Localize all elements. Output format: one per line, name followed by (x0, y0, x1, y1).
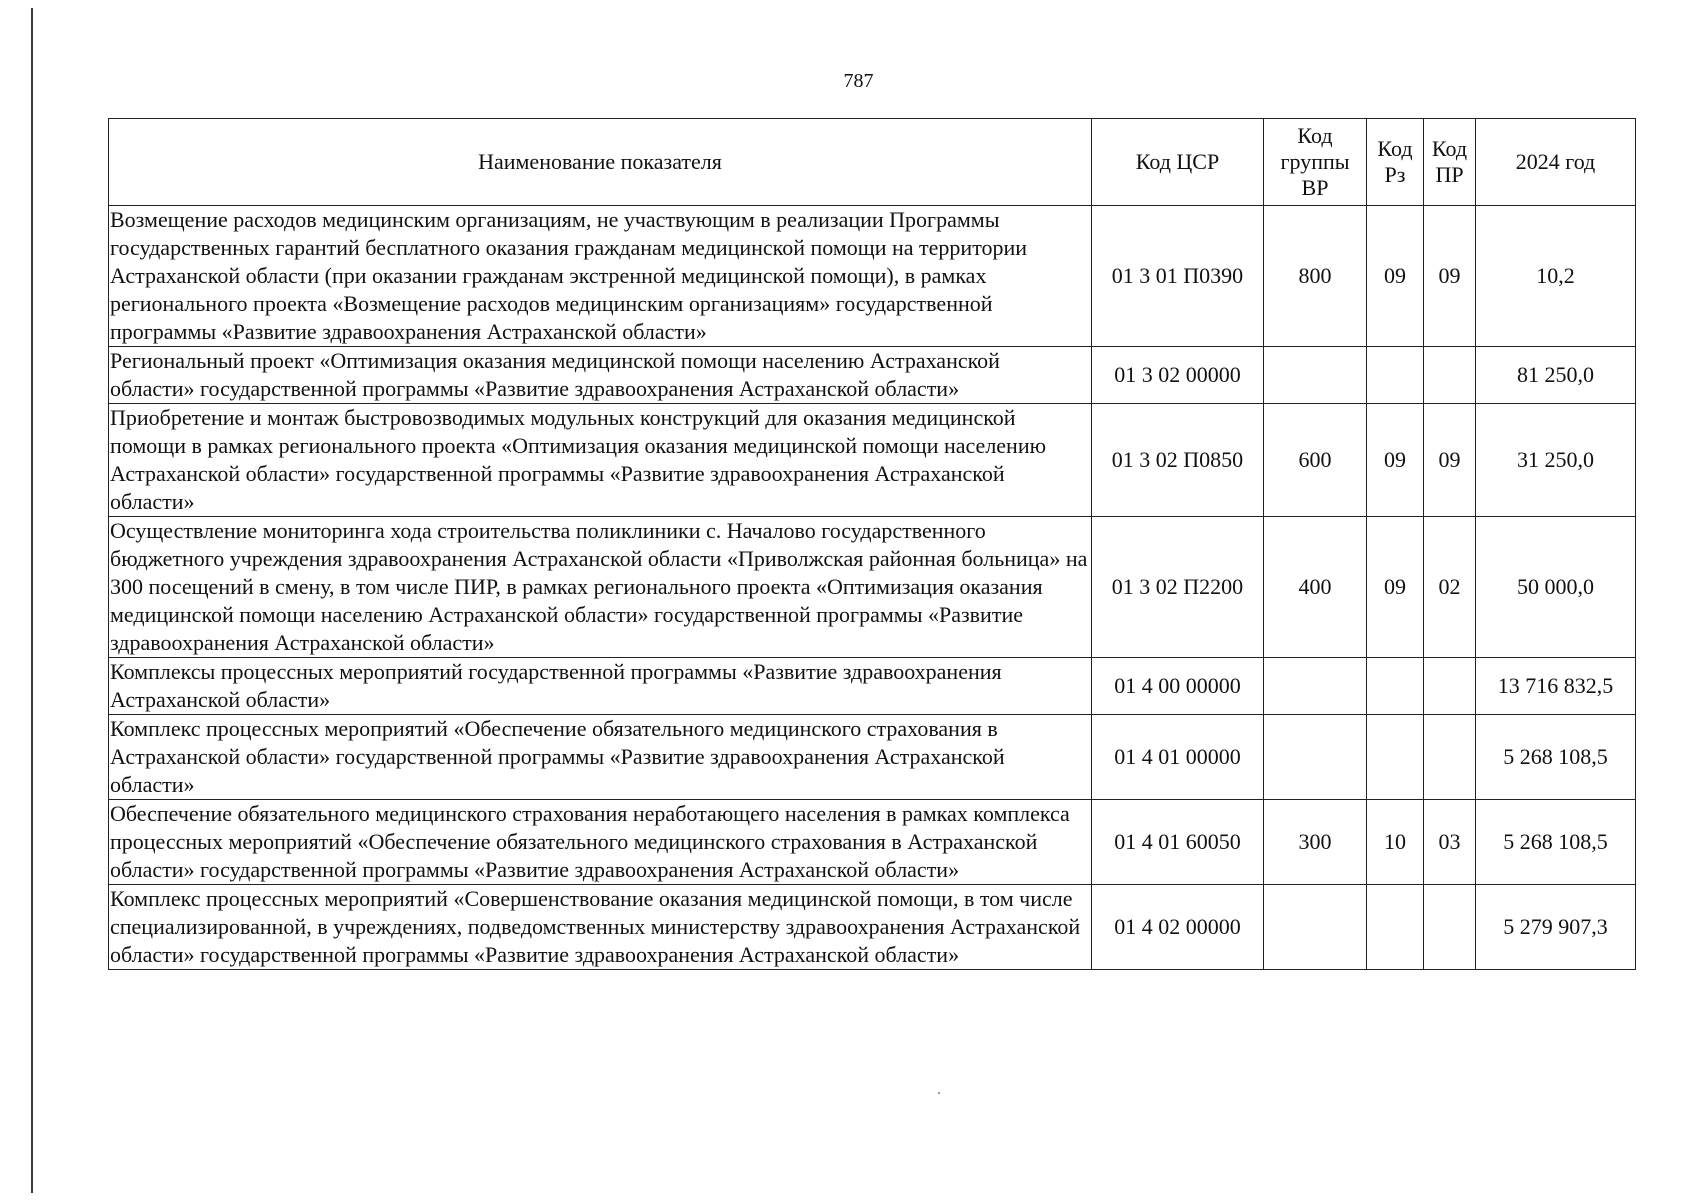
row-amount: 5 279 907,3 (1476, 885, 1636, 970)
row-amount: 81 250,0 (1476, 347, 1636, 404)
row-amount: 31 250,0 (1476, 404, 1636, 517)
binding-margin-line (31, 8, 33, 1193)
table-row (109, 885, 1636, 970)
row-csr: 01 4 02 00000 (1092, 885, 1264, 970)
row-name: Комплекс процессных мероприятий «Обеспечение обязательного медицинского страхования в Астраханской области» государственной программы «Развитие здравоохранения Астраханской области» (109, 715, 1092, 800)
row-pr: 09 (1424, 404, 1476, 517)
row-amount: 10,2 (1476, 206, 1636, 347)
row-name: Приобретение и монтаж быстровозводимых модульных конструкций для оказания медицинской помощи в рамках регионального проекта «Оптимизация оказания медицинской помощи населению Астраханской области» государственной программы «Развитие здравоохранения Астраханской области» (109, 404, 1092, 517)
row-csr: 01 4 00 00000 (1092, 658, 1264, 715)
row-vr: 800 (1264, 206, 1367, 347)
header-rz: Код Рз (1367, 119, 1424, 206)
row-pr: 03 (1424, 800, 1476, 885)
row-rz (1367, 658, 1424, 715)
header-csr: Код ЦСР (1092, 119, 1264, 206)
row-amount: 13 716 832,5 (1476, 658, 1636, 715)
row-vr (1264, 715, 1367, 800)
table-row (109, 517, 1636, 658)
row-name: Возмещение расходов медицинским организациям, не участвующим в реализации Программы государственных гарантий бесплатного оказания гражданам медицинской помощи на территории Астраханской области (при оказании гражданам экстренной медицинской помощи), в рамках регионального проекта «Возмещение расходов медицинским организациям» государственной программы «Развитие здравоохранения Астраханской области» (109, 206, 1092, 347)
row-vr: 600 (1264, 404, 1367, 517)
row-vr (1264, 885, 1367, 970)
row-rz: 09 (1367, 517, 1424, 658)
row-vr (1264, 658, 1367, 715)
row-name: Обеспечение обязательного медицинского страхования неработающего населения в рамках комплекса процессных мероприятий «Обеспечение обязательного медицинского страхования в Астраханской области» государственной программы «Развитие здравоохранения Астраханской области» (109, 800, 1092, 885)
row-csr: 01 4 01 00000 (1092, 715, 1264, 800)
page-number: 787 (843, 70, 874, 92)
row-csr: 01 3 01 П0390 (1092, 206, 1264, 347)
row-vr: 300 (1264, 800, 1367, 885)
row-vr (1264, 347, 1367, 404)
row-name: Комплексы процессных мероприятий государственной программы «Развитие здравоохранения Астраханской области» (109, 658, 1092, 715)
table-row (109, 347, 1636, 404)
budget-table (108, 118, 1636, 970)
row-pr (1424, 885, 1476, 970)
row-rz (1367, 715, 1424, 800)
row-csr: 01 3 02 П2200 (1092, 517, 1264, 658)
header-vr: Код группы ВР (1264, 119, 1367, 206)
table-row (109, 206, 1636, 347)
header-year: 2024 год (1476, 119, 1636, 206)
row-name: Осуществление мониторинга хода строительства поликлиники с. Началово государственного бюджетного учреждения здравоохранения Астраханской области «Приволжская районная больница» на 300 посещений в смену, в том числе ПИР, в рамках регионального проекта «Оптимизация оказания медицинской помощи населению Астраханской области» государственной программы «Развитие здравоохранения Астраханской области» (109, 517, 1092, 658)
table-row (109, 715, 1636, 800)
row-amount: 5 268 108,5 (1476, 715, 1636, 800)
row-csr: 01 3 02 00000 (1092, 347, 1264, 404)
row-vr: 400 (1264, 517, 1367, 658)
row-rz: 10 (1367, 800, 1424, 885)
row-name: Региональный проект «Оптимизация оказания медицинской помощи населению Астраханской области» государственной программы «Развитие здравоохранения Астраханской области» (109, 347, 1092, 404)
row-csr: 01 3 02 П0850 (1092, 404, 1264, 517)
row-rz (1367, 885, 1424, 970)
row-pr: 09 (1424, 206, 1476, 347)
row-pr: 02 (1424, 517, 1476, 658)
row-rz (1367, 347, 1424, 404)
row-pr (1424, 715, 1476, 800)
row-amount: 50 000,0 (1476, 517, 1636, 658)
scan-speck (938, 1092, 940, 1094)
row-pr (1424, 658, 1476, 715)
row-csr: 01 4 01 60050 (1092, 800, 1264, 885)
row-amount: 5 268 108,5 (1476, 800, 1636, 885)
header-name: Наименование показателя (109, 119, 1092, 206)
table-row (109, 404, 1636, 517)
table-header-row (109, 119, 1636, 206)
row-rz: 09 (1367, 404, 1424, 517)
header-pr: Код ПР (1424, 119, 1476, 206)
row-name: Комплекс процессных мероприятий «Совершенствование оказания медицинской помощи, в том числе специализированной, в учреждениях, подведомственных министерству здравоохранения Астраханской области» государственной программы «Развитие здравоохранения Астраханской области» (109, 885, 1092, 970)
row-pr (1424, 347, 1476, 404)
row-rz: 09 (1367, 206, 1424, 347)
table-row (109, 800, 1636, 885)
table-row (109, 658, 1636, 715)
